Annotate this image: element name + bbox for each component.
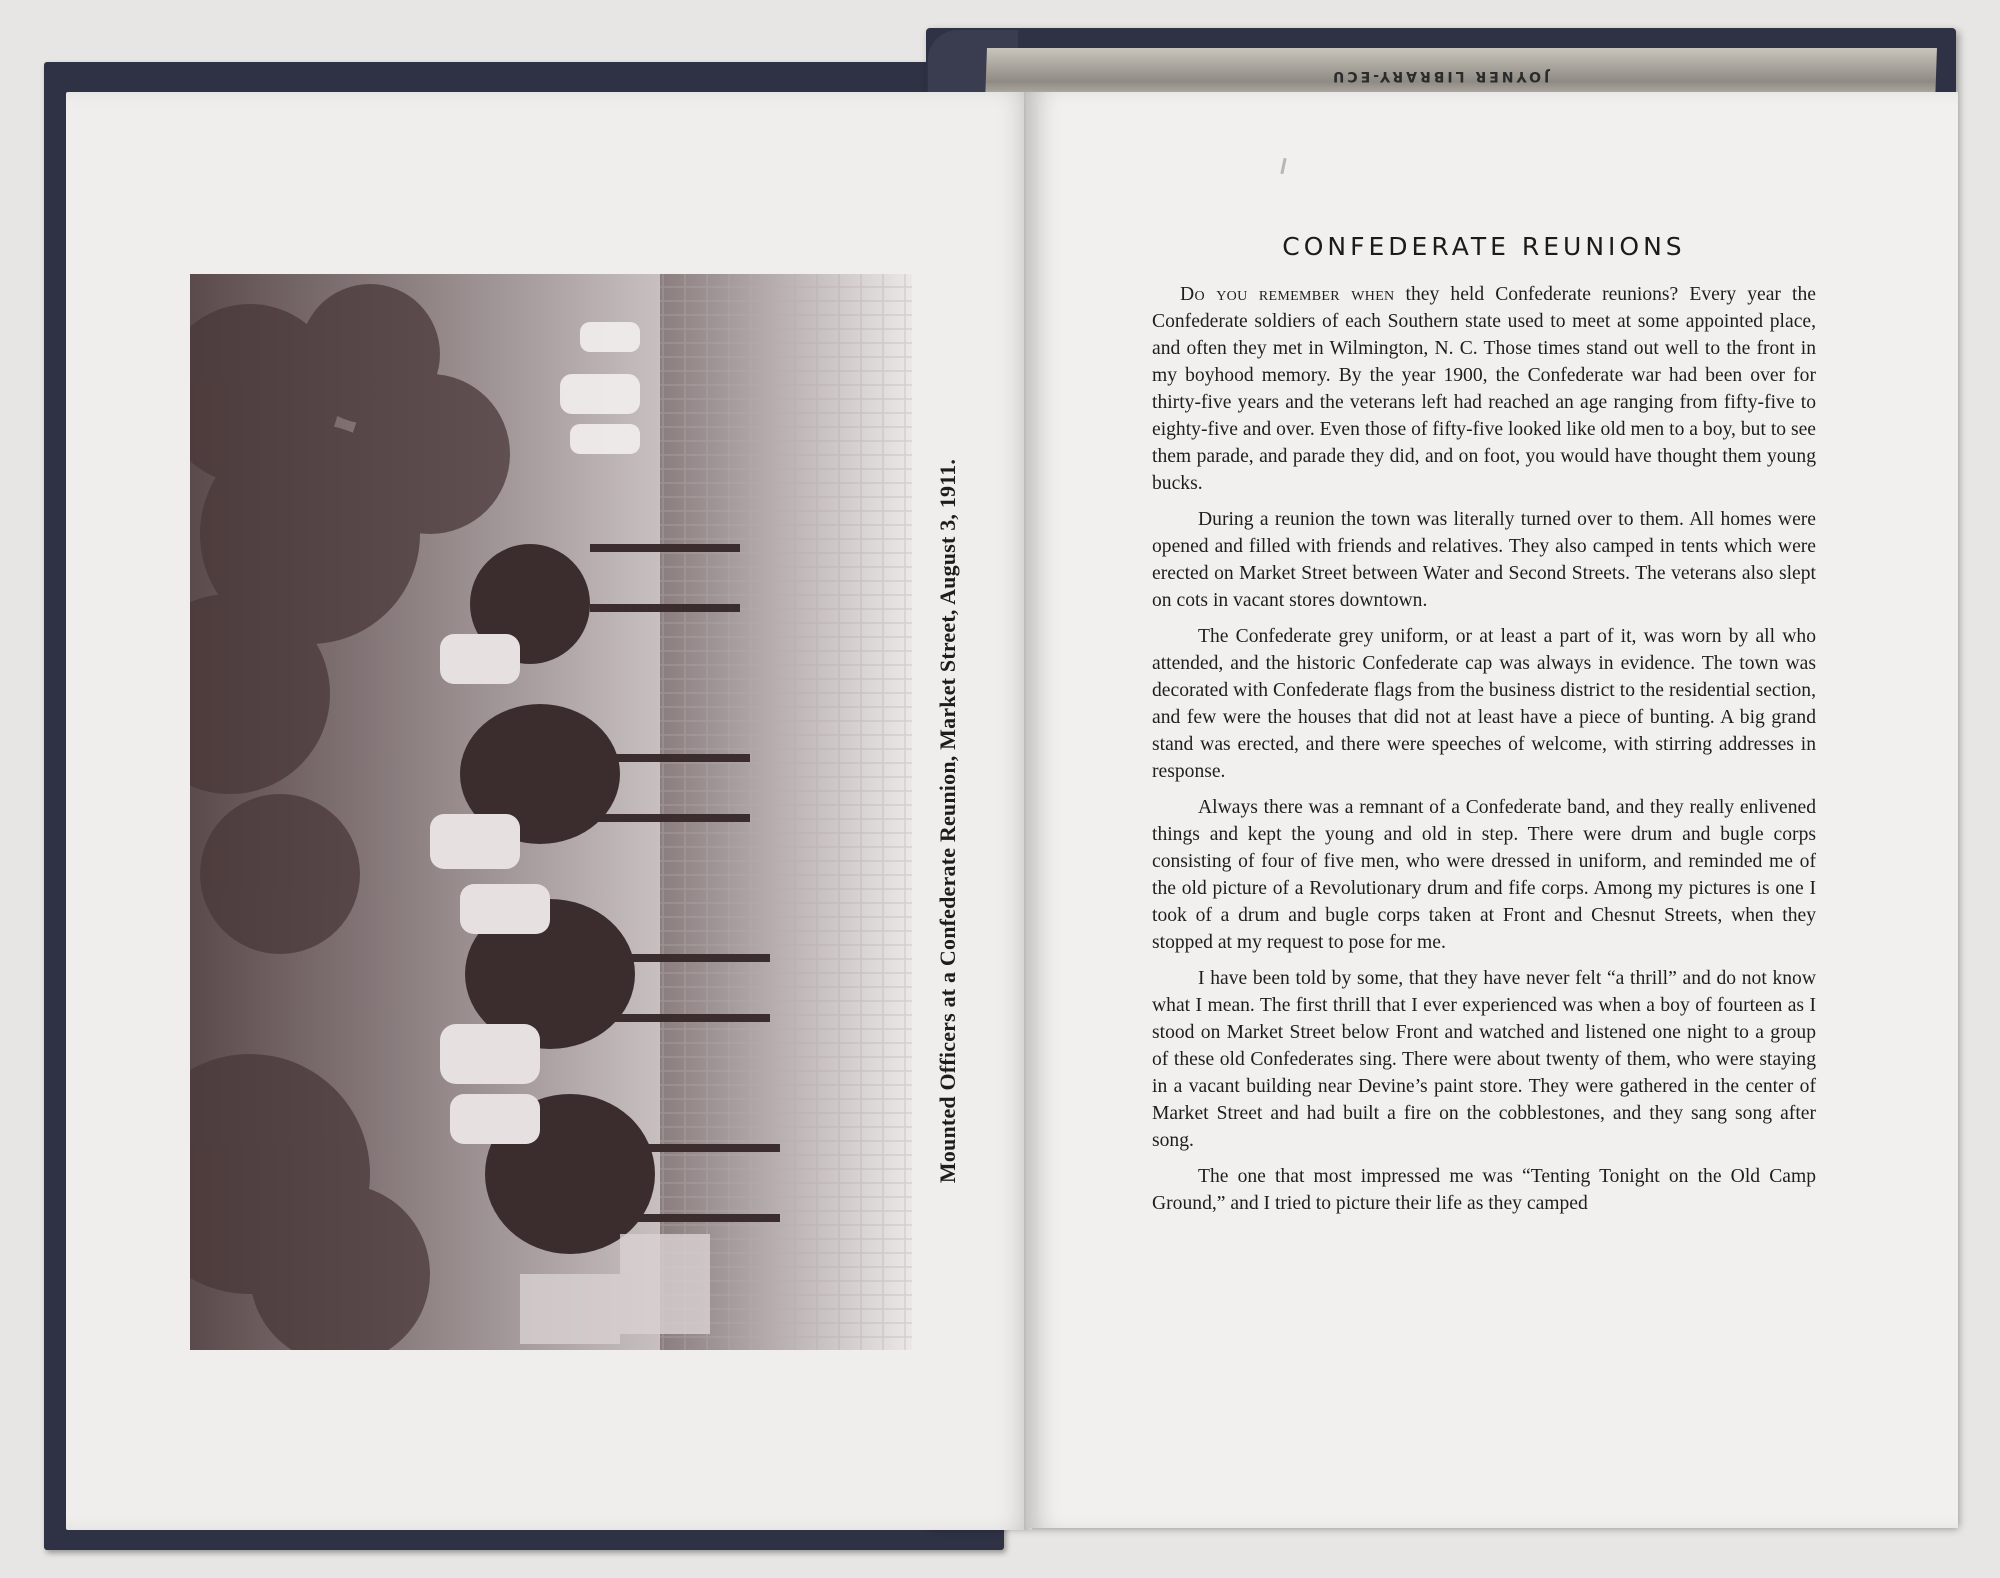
- paragraph-5: I have been told by some, that they have never felt “a thrill” and do not know what I mean. The first thrill that I ever experienced was when a boy of fourteen as I stood on Market Street below Front and watched and listened one night to a group of these old Confederates sing. There were about twenty of them, who were staying in a vacant building near Devine’s paint store. They were gathered in the center of Market Street and had built a fire on the cobblestones, and they sang song after song.: [1152, 968, 1816, 1151]
- paragraph-4: Always there was a remnant of a Confederate band, and they really enlivened things and kept the young and old in step. There were drum and bugle corps consisting of four of five men, who were dressed in uniform, and reminded me of the old picture of a Revolutionary drum and fife corps. Among my pictures is one I took of a drum and bugle corps taken at Front and Chesnut Streets, when they stopped at my request to pose for me.: [1152, 797, 1816, 953]
- paragraph-6: The one that most impressed me was “Tenting Tonight on the Old Camp Ground,” and I tried to picture their life as they camped: [1152, 1166, 1816, 1214]
- reunion-photograph: [190, 274, 912, 1350]
- photo-caption-area: [930, 446, 966, 1196]
- library-edge-stamp: JOYNER LIBRARY-ECU: [1330, 68, 1550, 84]
- photo-caption: Mounted Officers at a Confederate Reunion, Market Street, August 3, 1911.: [935, 458, 960, 1184]
- paragraph-1-lead: Do you remember when: [1180, 284, 1395, 305]
- chapter-title: CONFEDERATE REUNIONS: [1282, 232, 1686, 261]
- paragraph-1-body: they held Confederate reunions? Every year the Confederate soldiers of each Southern state used to meet at some appointed place, and often they met in Wilmington, N. C. Those times stand out well to the front in my boyhood memory. By the year 1900, the Confederate war had been over for thirty-five years and the veterans left had reached an age ranging from fifty-five to eighty-five and over. Even those of fifty-five looked like old men to a boy, but to see them parade, and parade they did, and on foot, you would have thought them young bucks.: [1152, 284, 1816, 494]
- chapter-text: [1152, 226, 1816, 1226]
- paragraph-3: The Confederate grey uniform, or at least a part of it, was worn by all who attended, and the historic Confederate cap was always in evidence. The town was decorated with Confederate flags from the business district to the residential section, and few were the houses that did not at least have a piece of bunting. A big grand stand was erected, and there were speeches of welcome, with stirring addresses in response.: [1152, 626, 1816, 782]
- paragraph-1: [1152, 281, 1816, 497]
- paragraph-2: During a reunion the town was literally turned over to them. All homes were opened and filled with friends and relatives. They also camped in tents which were erected on Market Street between Water and Second Streets. The veterans also slept on cots in vacant stores downtown.: [1152, 509, 1816, 611]
- photo-illustration: [190, 274, 912, 1350]
